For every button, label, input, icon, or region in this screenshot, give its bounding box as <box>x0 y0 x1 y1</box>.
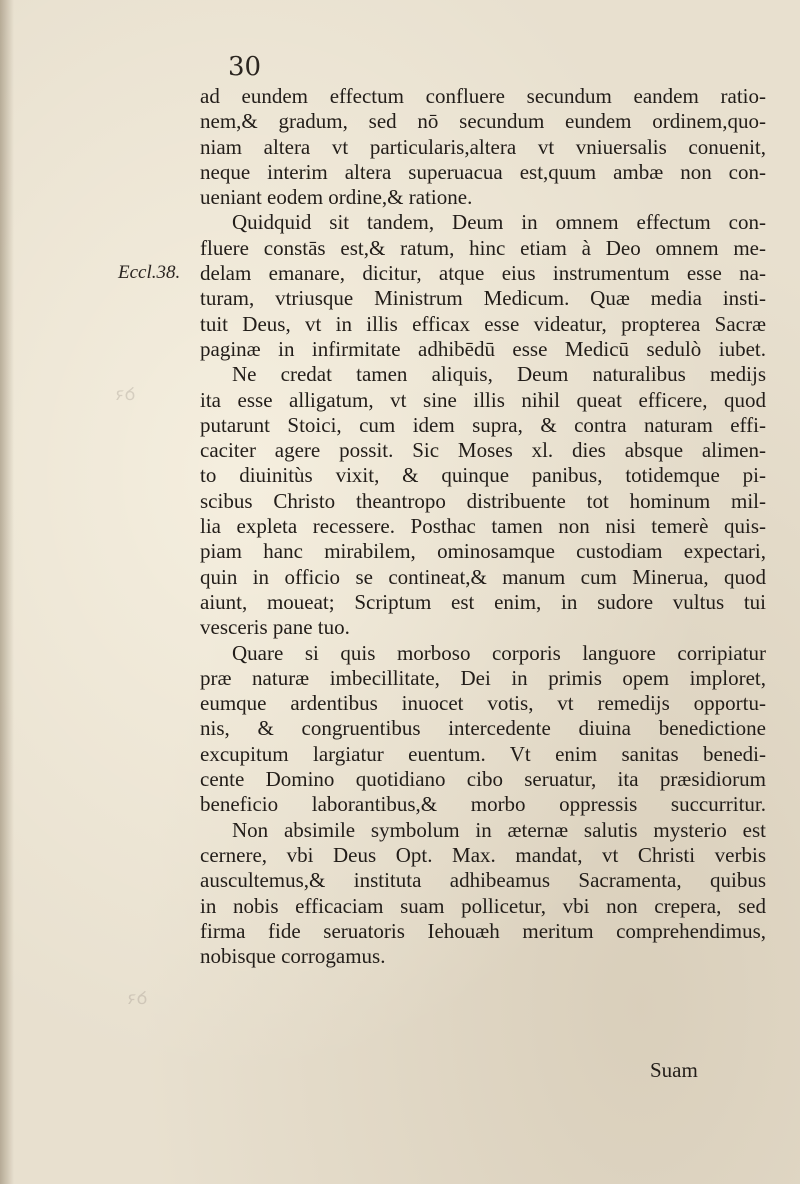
text-line: auscultemus,& instituta adhibeamus Sacramenta, quibus <box>200 868 766 893</box>
text-line: lia expleta recessere. Posthac tamen non nisi temerè quis- <box>200 514 766 539</box>
text-line: putarunt Stoici, cum idem supra, & contra naturam effi- <box>200 412 766 437</box>
show-through-mark: ꝺꝛ <box>116 384 136 404</box>
text-line: ueniant eodem ordine,& ratione. <box>200 185 473 210</box>
text-line: fluere constās est,& ratum, hinc etiam à Deo omnem me- <box>200 235 766 260</box>
text-line: cernere, vbi Deus Opt. Max. mandat, vt Christi verbis <box>200 842 766 867</box>
text-line: præ naturæ imbecillitate, Dei in primis opem imploret, <box>200 665 766 690</box>
text-line: tuit Deus, vt in illis efficax esse videatur, propterea Sacræ <box>200 311 766 336</box>
text-line: ad eundem effectum confluere secundum eandem ratio- <box>200 84 766 108</box>
text-line: eumque ardentibus inuocet votis, vt remedijs opportu- <box>200 691 766 716</box>
paragraph-start-line: Ne credat tamen aliquis, Deum naturalibus medijs <box>232 362 766 387</box>
text-line: to diuinitùs vixit, & quinque panibus, totidemque pi- <box>200 463 766 488</box>
text-line: delam emanare, dicitur, atque eius instrumentum esse na- <box>200 261 766 286</box>
catchword: Suam <box>650 1058 698 1082</box>
text-line: aiunt, moueat; Scriptum est enim, in sudore vultus tui <box>200 589 766 614</box>
page-number: 30 <box>228 52 262 82</box>
text-line: beneficio laborantibus,& morbo oppressis succurritur. <box>200 792 766 817</box>
paragraph-start-line: Non absimile symbolum in æternæ salutis mysterio est <box>232 817 766 842</box>
gutter-shadow <box>0 0 14 1184</box>
text-line: nis, & congruentibus intercedente diuina benedictione <box>200 716 766 741</box>
text-line: excupitum largiatur euentum. Vt enim sanitas benedi- <box>200 741 766 766</box>
text-line: neque interim altera superuacua est,quum ambæ non con- <box>200 159 766 184</box>
body-text <box>200 84 766 969</box>
text-line: quin in officio se contineat,& manum cum Minerua, quod <box>200 564 766 589</box>
text-line: in nobis efficaciam suam pollicetur, vbi non crepera, sed <box>200 893 766 918</box>
text-line: firma fide seruatoris Iehouæh meritum comprehendimus, <box>200 918 766 943</box>
text-line: cente Domino quotidiano cibo seruatur, ita præsidiorum <box>200 767 766 792</box>
text-line: paginæ in infirmitate adhibēdū esse Medicū sedulò iubet. <box>200 336 766 361</box>
marginal-note: Eccl.38. <box>118 262 181 283</box>
paragraph-start-line: Quidquid sit tandem, Deum in omnem effectum con- <box>232 210 766 235</box>
text-line: turam, vtriusque Ministrum Medicum. Quæ media insti- <box>200 286 766 311</box>
text-line: nem,& gradum, sed nō secundum eundem ordinem,quo- <box>200 109 766 134</box>
text-line: caciter agere possit. Sic Moses xl. dies absque alimen- <box>200 438 766 463</box>
show-through-mark: ꝺꝛ <box>128 988 148 1008</box>
text-line: niam altera vt particularis,altera vt vniuersalis conuenit, <box>200 134 766 159</box>
text-line: ita esse alligatum, vt sine illis nihil queat efficere, quod <box>200 387 766 412</box>
paragraph-start-line: Quare si quis morboso corporis languore corripiatur <box>232 640 766 665</box>
text-line: scibus Christo theantropo distribuente tot hominum mil- <box>200 488 766 513</box>
text-line: piam hanc mirabilem, ominosamque custodiam expectari, <box>200 539 766 564</box>
text-line: vesceris pane tuo. <box>200 615 350 640</box>
text-line: nobisque corrogamus. <box>200 944 386 969</box>
